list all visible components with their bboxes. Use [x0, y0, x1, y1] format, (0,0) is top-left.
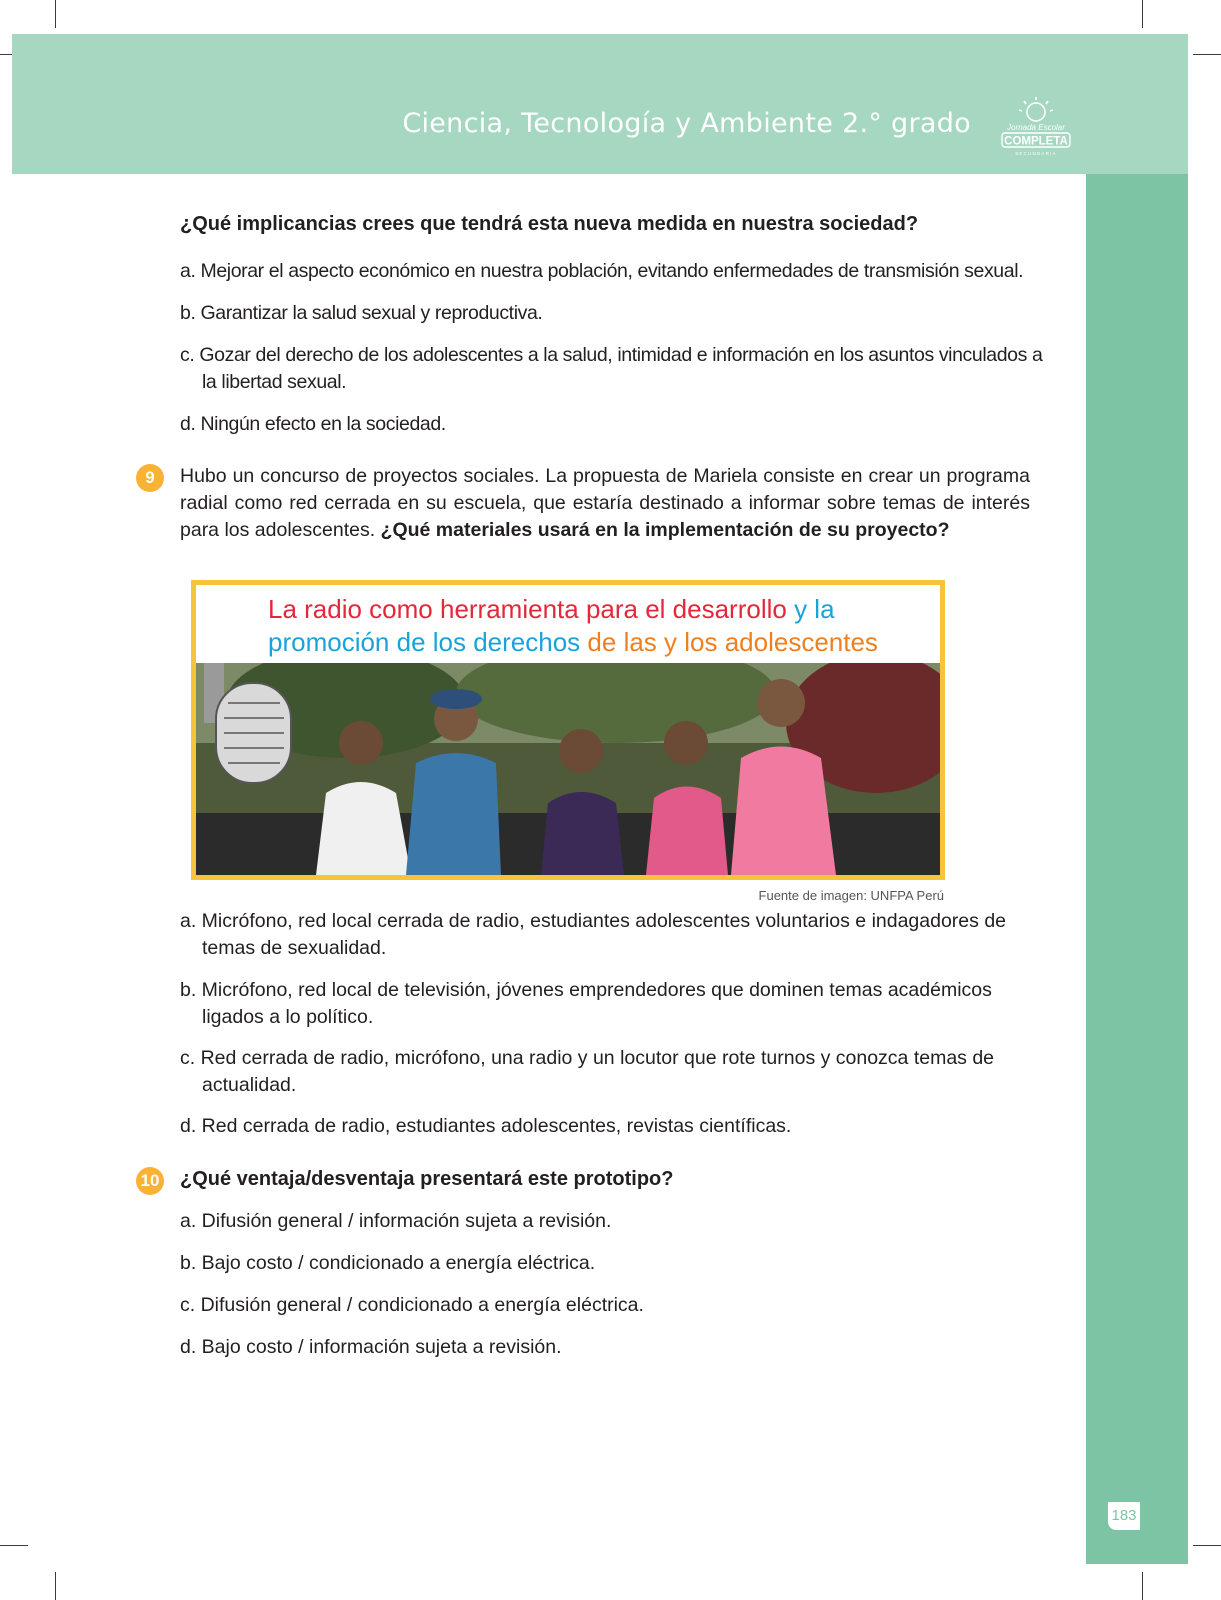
q10-option-c: c. Difusión general / condicionado a energía eléctrica. — [180, 1294, 644, 1316]
crop-mark — [55, 0, 56, 28]
q8-option-a: a. Mejorar el aspecto económico en nuestra población, evitando enfermedades de transmisión sexual. — [180, 260, 1024, 282]
photo-adolescents-with-microphone — [196, 663, 940, 875]
question-9-question: ¿Qué materiales usará en la implementación de su proyecto? — [380, 519, 950, 541]
q10-option-b: b. Bajo costo / condicionado a energía eléctrica. — [180, 1252, 596, 1274]
question-10-badge: 10 — [136, 1167, 164, 1195]
figure-radio — [191, 580, 945, 880]
side-band — [1086, 174, 1188, 1564]
figure-title-blue-2: promoción de los derechos — [268, 627, 581, 657]
figure-title-red: La radio como herramienta para el desarrollo — [268, 594, 787, 624]
q9-option-c: c. Red cerrada de radio, micrófono, una radio y un locutor que rote turnos y conozca temas de actualidad. — [180, 1047, 995, 1096]
crop-mark — [1142, 0, 1143, 28]
q8-option-c: c. Gozar del derecho de los adolescentes a la salud, intimidad e información en los asuntos vinculados a la libertad sexual. — [180, 344, 1043, 393]
q9-option-a: a. Micrófono, red local cerrada de radio, estudiantes adolescentes voluntarios e indagadores de temas de sexualidad. — [180, 910, 1007, 959]
crop-mark — [1193, 54, 1221, 55]
crop-mark — [1142, 1572, 1143, 1600]
q10-option-a: a. Difusión general / información sujeta a revisión. — [180, 1210, 612, 1232]
q8-option-d: d. Ningún efecto en la sociedad. — [180, 413, 446, 435]
svg-text:COMPLETA: COMPLETA — [1004, 135, 1068, 148]
crop-mark — [55, 1572, 56, 1600]
q9-option-b: b. Micrófono, red local de televisión, jóvenes emprendedores que dominen temas académicos ligados a lo político. — [180, 979, 992, 1028]
question-10-text: ¿Qué ventaja/desventaja presentará este prototipo? — [180, 1168, 674, 1190]
figure-title — [268, 593, 878, 659]
crop-mark — [1193, 1545, 1221, 1546]
question-9-badge: 9 — [136, 464, 164, 492]
figure-title-orange: de las y los adolescentes — [587, 627, 878, 657]
q8-option-b: b. Garantizar la salud sexual y reproductiva. — [180, 302, 543, 324]
page-number: 183 — [1108, 1502, 1140, 1530]
q10-option-d: d. Bajo costo / información sujeta a revisión. — [180, 1336, 562, 1358]
question-9-intro: Hubo un concurso de proyectos sociales. La propuesta de Mariela consiste en crear un programa radial como red cerrada en su escuela, que estaría destinado a informar sobre temas de interés para los adolescentes. — [180, 465, 1030, 541]
svg-text:SECUNDARIA: SECUNDARIA — [1015, 151, 1057, 156]
crop-mark — [0, 1545, 28, 1546]
question-9-text — [180, 463, 1030, 544]
jornada-escolar-logo — [996, 96, 1076, 160]
header-title: Ciencia, Tecnología y Ambiente 2.° grado — [402, 108, 971, 139]
q9-option-d: d. Red cerrada de radio, estudiantes adolescentes, revistas científicas. — [180, 1115, 792, 1137]
figure-caption: Fuente de imagen: UNFPA Perú — [758, 888, 944, 903]
figure-title-blue-1: y la — [794, 594, 835, 624]
svg-text:Jornada Escolar: Jornada Escolar — [1007, 123, 1065, 132]
question-8-text: ¿Qué implicancias crees que tendrá esta nueva medida en nuestra sociedad? — [180, 213, 919, 235]
